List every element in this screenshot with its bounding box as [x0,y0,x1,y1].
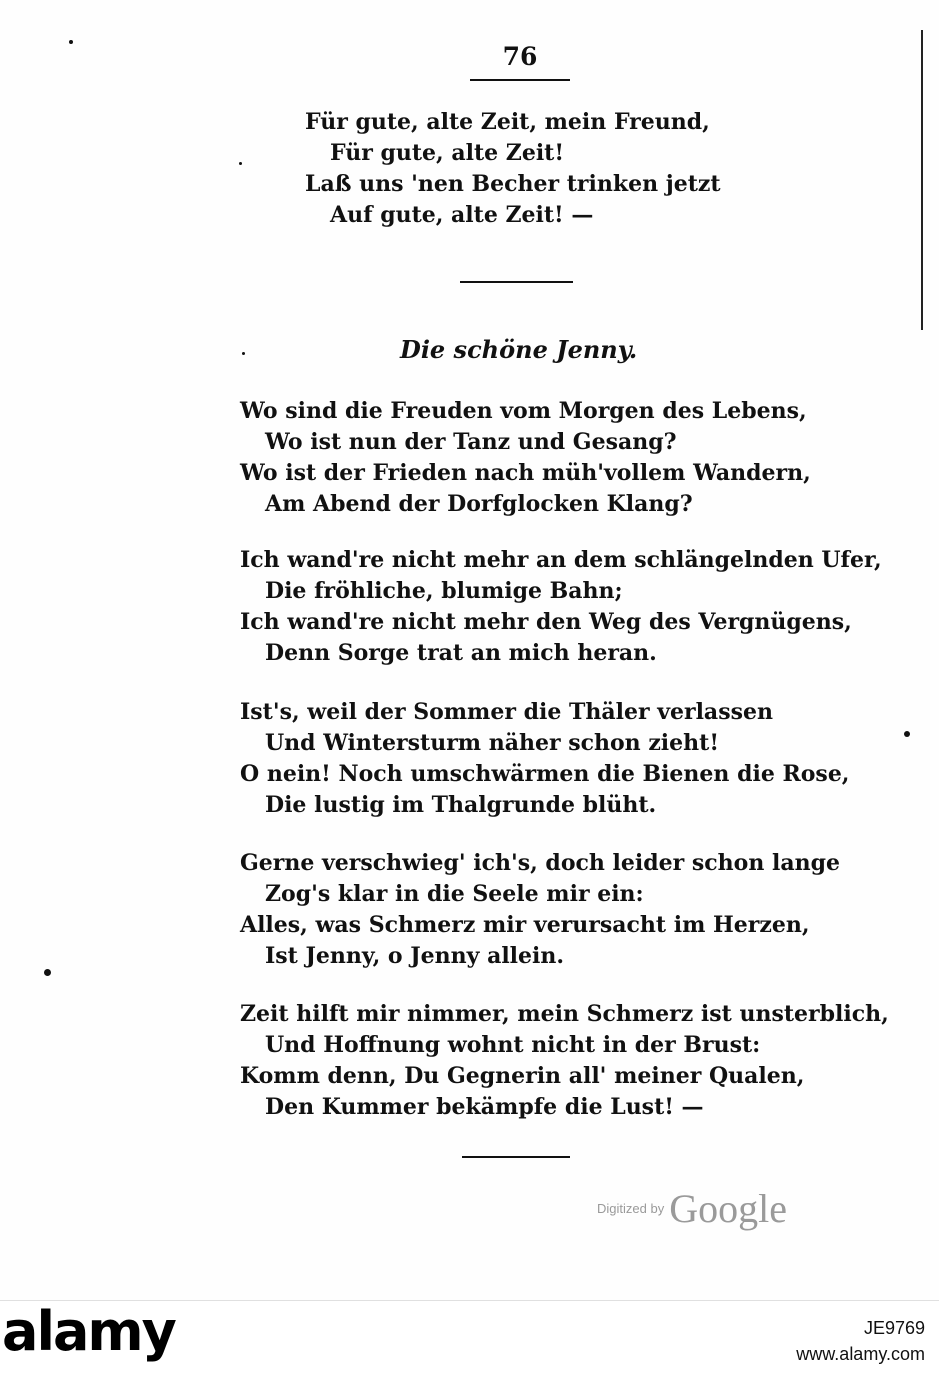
poem-line: Ist Jenny, o Jenny allein. [265,943,565,969]
poem-line: Zeit hilft mir nimmer, mein Schmerz ist unsterblich, [240,1001,889,1027]
end-divider [462,1156,570,1158]
poem-line: Alles, was Schmerz mir verursacht im Herzen, [240,912,810,938]
poem-line: Am Abend der Dorfglocken Klang? [265,491,693,517]
poem-stanza [240,545,882,669]
speck-mark [69,40,73,44]
page-edge-line [921,30,923,330]
poem-line: Wo ist nun der Tanz und Gesang? [265,429,677,455]
page-number-underline [470,79,570,81]
poem-title: Die schöne Jenny. [400,335,638,364]
speck-mark [242,352,245,355]
poem-line: Gerne verschwieg' ich's, doch leider schon lange [240,850,840,876]
poem-line: Ich wand're nicht mehr an dem schlängelnden Ufer, [240,547,882,573]
poem-line: Ich wand're nicht mehr den Weg des Vergnügens, [240,609,852,635]
poem-line: Die lustig im Thalgrunde blüht. [265,792,657,818]
poem-line: Die fröhliche, blumige Bahn; [265,578,623,604]
poem-line: Und Wintersturm näher schon zieht! [265,730,719,756]
poem-line: O nein! Noch umschwärmen die Bienen die Rose, [240,761,850,787]
speck-mark [44,969,51,976]
poem-line: Denn Sorge trat an mich heran. [265,640,657,666]
poem-stanza [240,999,889,1123]
section-divider [460,281,573,283]
watermark-prefix: Digitized by [597,1201,665,1216]
poem-line: Den Kummer bekämpfe die Lust! — [265,1094,704,1120]
speck-mark [904,731,910,737]
image-id-label: JE9769 [863,1318,925,1338]
speck-mark [239,162,242,165]
poem-stanza [240,697,849,821]
poem-line: Komm denn, Du Gegnerin all' meiner Qualen, [240,1063,805,1089]
poem-line: Ist's, weil der Sommer die Thäler verlassen [240,699,773,725]
poem-line: Zog's klar in die Seele mir ein: [265,881,644,907]
digitized-watermark [597,1185,787,1232]
site-url-link[interactable]: www.alamy.com [796,1344,925,1364]
poem-line: Wo sind die Freuden vom Morgen des Lebens, [240,398,807,424]
poem-line: Wo ist der Frieden nach müh'vollem Wandern, [240,460,811,486]
poem-stanza [240,396,811,520]
google-logo: Google [669,1186,788,1231]
poem-line: Und Hoffnung wohnt nicht in der Brust: [265,1032,761,1058]
alamy-logo[interactable]: alamy [2,1300,175,1363]
poem-line: Für gute, alte Zeit! [330,140,564,166]
poem-stanza [240,848,840,972]
closing-stanza [305,107,721,231]
poem-line: Für gute, alte Zeit, mein Freund, [305,109,710,135]
poem-line: Laß uns 'nen Becher trinken jetzt [305,171,721,197]
page-number: 76 [502,42,538,71]
poem-line: Auf gute, alte Zeit! — [330,202,594,228]
